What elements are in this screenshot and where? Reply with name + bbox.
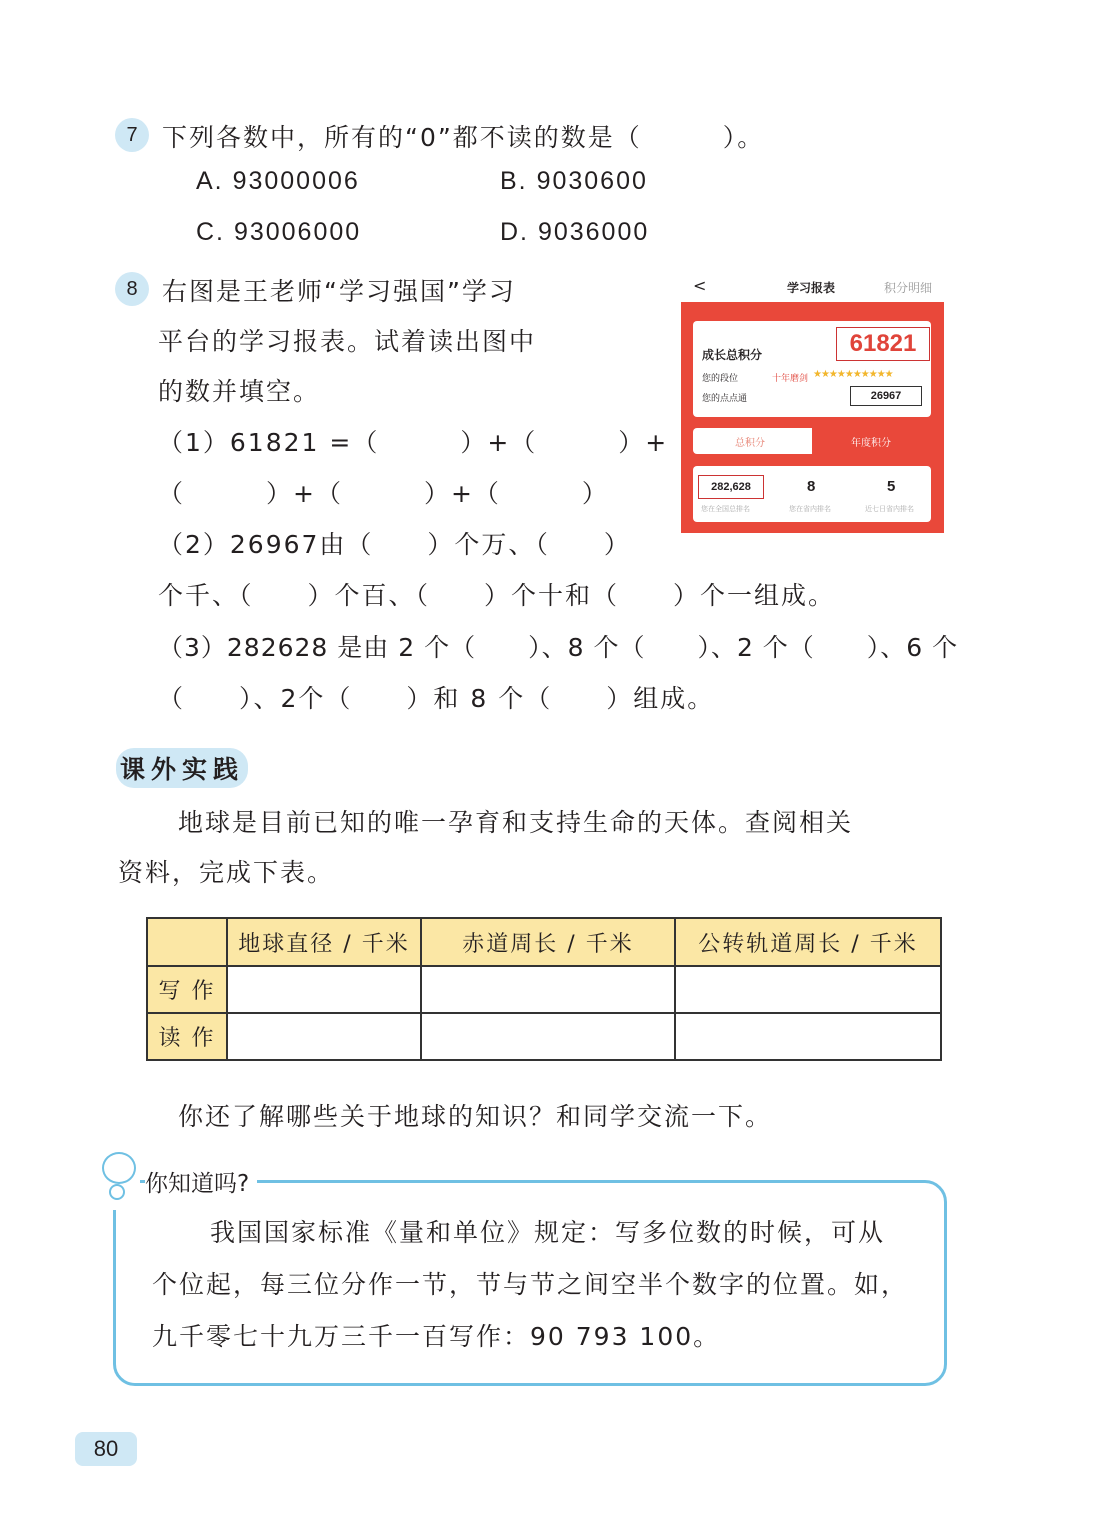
table-cell[interactable] bbox=[421, 966, 675, 1013]
week-rank: 5 bbox=[887, 478, 896, 495]
know-text: 我国国家标准《量和单位》规定：写多位数的时候，可从 bbox=[210, 1218, 886, 1247]
points-detail-link: 积分明细 bbox=[884, 281, 933, 295]
practice-text: 资料，完成下表。 bbox=[118, 858, 335, 887]
points-value: 26967 bbox=[850, 386, 922, 406]
tab-total: 总积分 bbox=[735, 438, 765, 449]
practice-text: 地球是目前已知的唯一孕育和支持生命的天体。查阅相关 bbox=[178, 808, 854, 837]
did-you-know-title: 你知道吗? bbox=[145, 1165, 257, 1198]
table-header: 地球直径 / 千米 bbox=[227, 918, 421, 966]
discussion-text: 你还了解哪些关于地球的知识？和同学交流一下。 bbox=[178, 1102, 773, 1131]
earth-data-table bbox=[146, 917, 942, 1061]
study-report-screenshot bbox=[681, 268, 944, 533]
report-title: 学习报表 bbox=[787, 281, 836, 295]
q8-part2: （2）26967由（ ）个万、（ ） bbox=[158, 530, 631, 559]
q7-stem: 下列各数中，所有的“0”都不读的数是（ ）。 bbox=[162, 123, 765, 152]
week-rank-label: 近七日省内排名 bbox=[865, 505, 914, 513]
table-header: 赤道周长 / 千米 bbox=[421, 918, 675, 966]
q7-option-b: B. 9030600 bbox=[500, 167, 648, 195]
total-label: 成长总积分 bbox=[702, 348, 763, 362]
national-rank: 282,628 bbox=[698, 475, 764, 499]
province-rank-label: 您在省内排名 bbox=[789, 505, 831, 513]
know-text: 个位起，每三位分作一节，节与节之间空半个数字的位置。如， bbox=[152, 1270, 909, 1299]
table-cell[interactable] bbox=[227, 1013, 421, 1060]
q7-option-c: C. 93006000 bbox=[196, 218, 362, 246]
page-number: 80 bbox=[75, 1432, 137, 1466]
question-number: 7 bbox=[115, 118, 149, 152]
q8-part1: （1）61821 =（ ）+（ ）+ bbox=[158, 428, 669, 457]
table-header bbox=[147, 918, 227, 966]
question-number: 8 bbox=[115, 272, 149, 306]
q7-option-d: D. 9036000 bbox=[500, 218, 650, 246]
table-header: 公转轨道周长 / 千米 bbox=[675, 918, 941, 966]
province-rank: 8 bbox=[807, 478, 816, 495]
total-score: 61821 bbox=[836, 327, 930, 361]
rank: 十年磨剑 bbox=[772, 374, 809, 384]
q8-line: 右图是王老师“学习强国”学习 bbox=[162, 277, 516, 306]
q8-part1: （ ）+（ ）+（ ） bbox=[158, 479, 609, 508]
q8-line: 的数并填空。 bbox=[158, 377, 321, 406]
q8-part2: 个千、（ ）个百、（ ）个十和（ ）个一组成。 bbox=[158, 581, 836, 610]
national-rank-label: 您在全国总排名 bbox=[701, 505, 750, 513]
q8-part3: （3）282628 是由 2 个（ ）、8 个（ ）、2 个（ ）、6 个 bbox=[158, 633, 959, 662]
points-label: 您的点点通 bbox=[702, 394, 748, 404]
q7-option-a: A. 93000006 bbox=[196, 167, 360, 195]
section-title: 课外实践 bbox=[116, 748, 248, 788]
table-cell[interactable] bbox=[421, 1013, 675, 1060]
row-label: 写 作 bbox=[147, 966, 227, 1013]
back-icon: < bbox=[693, 276, 707, 295]
girl-icon bbox=[96, 1148, 140, 1210]
know-text: 九千零七十九万三千一百写作：90 793 100。 bbox=[152, 1322, 721, 1351]
table-cell[interactable] bbox=[227, 966, 421, 1013]
rank-label: 您的段位 bbox=[702, 374, 739, 384]
star-icons: ★★★★★★★★★★ bbox=[813, 369, 893, 380]
table-cell[interactable] bbox=[675, 1013, 941, 1060]
tab-annual: 年度积分 bbox=[851, 438, 891, 449]
q8-line: 平台的学习报表。试着读出图中 bbox=[158, 327, 537, 356]
row-label: 读 作 bbox=[147, 1013, 227, 1060]
q8-part3: （ ）、2个（ ）和 8 个（ ）组成。 bbox=[158, 684, 715, 713]
table-cell[interactable] bbox=[675, 966, 941, 1013]
